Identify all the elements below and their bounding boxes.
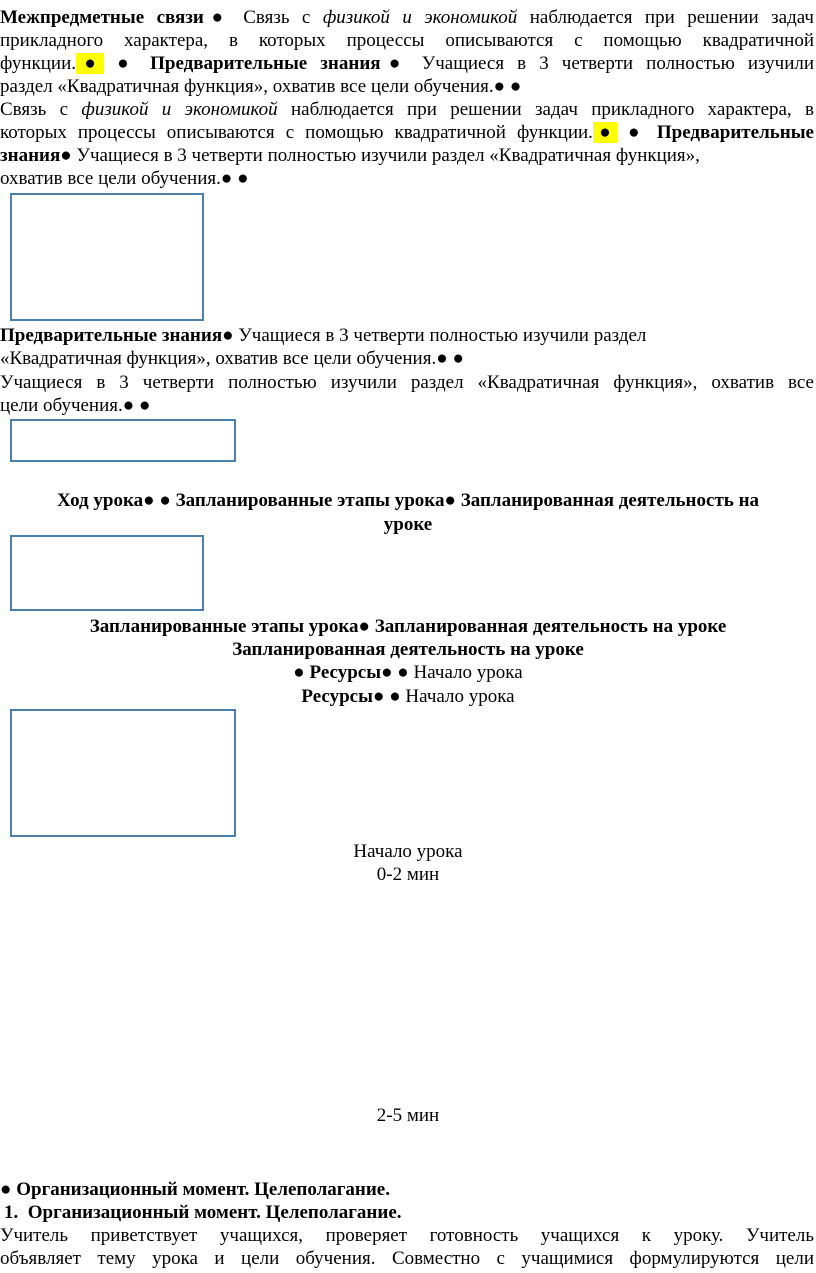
- resources-line-2: Ресурсы● ● Начало урока: [301, 686, 515, 707]
- time-range-2: 2-5 мин: [376, 1105, 440, 1126]
- body-line-2: объявляет тему урока и цели обучения. Совместно с учащимися формулируются цели: [0, 1248, 814, 1269]
- bullet-icon: ●: [237, 168, 249, 189]
- p2-line-1: Связь с физикой и экономикой наблюдается при решении задач прикладного характера, в: [0, 99, 814, 120]
- bullet-icon: ●: [139, 395, 151, 416]
- section-numbered-title: 1. Организационный момент. Целеполагание.: [4, 1202, 402, 1223]
- p1-line-1: Межпредметные связи● Связь с физикой и экономикой наблюдается при решении задач: [0, 7, 814, 28]
- empty-frame: [10, 419, 236, 462]
- bullet-icon: ●: [452, 348, 464, 369]
- interdisciplinary-label: Межпредметные связи: [0, 7, 204, 28]
- empty-frame: [10, 535, 204, 611]
- bullet-icon: ●: [380, 53, 409, 74]
- p1-line-3: функции.● ● Предварительные знания● Учащиеся в 3 четверти полностью изучили: [0, 53, 815, 74]
- bullet-icon: ●: [222, 325, 234, 346]
- planned-stages-heading: Запланированные этапы урока● Запланированная деятельность на уроке: [89, 616, 727, 637]
- p2-line-2: которых процессы описываются с помощью квадратичной функции.● ● Предварительные: [0, 122, 814, 143]
- bullet-icon: ●: [293, 662, 305, 683]
- lesson-start-label: Начало урока: [353, 841, 463, 862]
- bullet-icon: ●: [122, 395, 135, 416]
- prior-knowledge-label: Предварительные знания: [0, 325, 223, 346]
- p2-line-3: знания● Учащиеся в 3 четверти полностью изучили раздел «Квадратичная функция»,: [0, 145, 700, 166]
- section-number: 1.: [4, 1202, 19, 1223]
- bullet-icon: ●: [372, 686, 385, 707]
- empty-frame: [10, 193, 204, 321]
- bullet-icon: ●: [358, 616, 371, 637]
- bullet-icon: ●: [143, 490, 155, 511]
- empty-frame: [10, 709, 236, 837]
- bullet-icon: ●: [220, 168, 233, 189]
- bullet-icon: ●: [389, 686, 401, 707]
- bullet-icon: ●: [628, 122, 646, 143]
- prior-knowledge-label: Предварительные знания: [150, 53, 381, 74]
- section-bullet-title: ● Организационный момент. Целеполагание.: [0, 1179, 390, 1200]
- resources-line-1: ● Ресурсы● ● Начало урока: [293, 662, 523, 683]
- planned-activity-heading: Запланированная деятельность на уроке: [232, 639, 584, 660]
- p4-line-1: Учащиеся в 3 четверти полностью изучили раздел «Квадратичная функция», охватив все: [0, 372, 814, 393]
- prior-knowledge-label: Предварительные: [656, 122, 814, 143]
- bullet-icon: ●: [0, 1179, 12, 1200]
- p1-line-4: раздел «Квадратичная функция», охватив все цели обучения.● ●: [0, 76, 522, 97]
- bullet-icon: ●: [381, 662, 393, 683]
- lesson-heading-line-2: уроке: [383, 514, 433, 535]
- bullet-icon: ●: [159, 490, 171, 511]
- bullet-icon: ●: [76, 53, 105, 74]
- p2-line-4: охватив все цели обучения.● ●: [0, 168, 249, 189]
- time-range-1: 0-2 мин: [376, 864, 440, 885]
- p3-line-1: Предварительные знания● Учащиеся в 3 четверти полностью изучили раздел: [0, 325, 647, 346]
- bullet-icon: ●: [203, 7, 231, 28]
- bullet-icon: ●: [592, 122, 618, 143]
- bullet-icon: ●: [493, 76, 506, 97]
- bullet-icon: ●: [444, 490, 456, 511]
- bullet-icon: ●: [436, 348, 448, 369]
- p1-line-2: прикладного характера, в которых процессы описываются с помощью квадратичной: [0, 30, 814, 51]
- lesson-heading-line-1: Ход урока● ● Запланированные этапы урока● Запланированная деятельность на: [56, 490, 760, 511]
- bullet-icon: ●: [397, 662, 409, 683]
- body-line-1: Учитель приветствует учащихся, проверяет готовность учащихся к уроку. Учитель: [0, 1225, 814, 1246]
- p4-line-2: цели обучения.● ●: [0, 395, 151, 416]
- bullet-icon: ●: [509, 76, 522, 97]
- p3-line-2: «Квадратичная функция», охватив все цели обучения.● ●: [0, 348, 464, 369]
- bullet-icon: ●: [60, 145, 72, 166]
- bullet-icon: ●: [117, 53, 138, 74]
